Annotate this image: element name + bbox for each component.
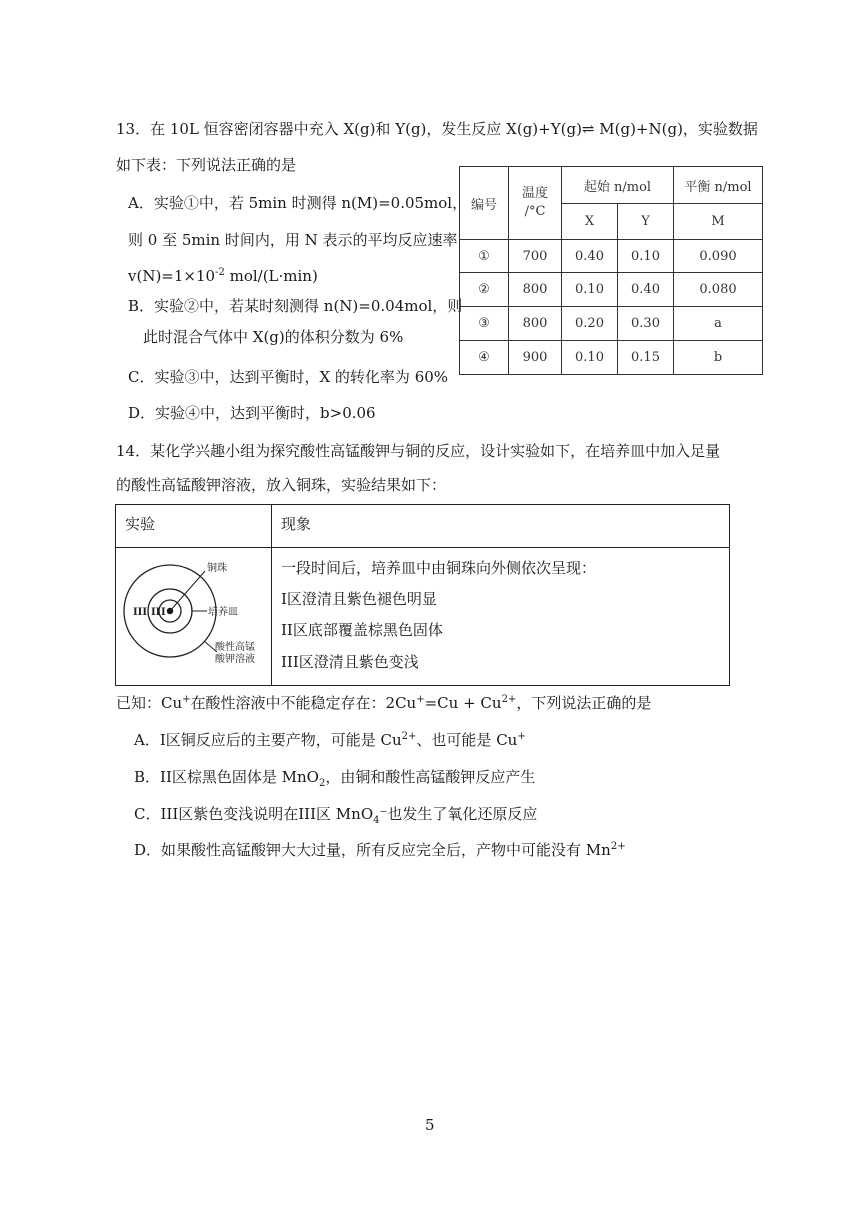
- known-sup2: +: [416, 694, 425, 705]
- cell-temp: 700: [509, 240, 562, 273]
- zone-2-label: II: [151, 607, 161, 618]
- opt-d-sup: 2+: [610, 841, 626, 852]
- page-number: 5: [425, 1116, 435, 1134]
- known-sup3: 2+: [501, 694, 517, 705]
- cell-id: ④: [460, 341, 509, 375]
- cell-y: 0.10: [618, 240, 674, 273]
- phenomenon-line1: 一段时间后，培养皿中由铜珠向外侧依次呈现：: [281, 559, 597, 577]
- cell-id: ③: [460, 307, 509, 341]
- q14-option-c: [134, 804, 537, 824]
- q13-option-a-line2: 则 0 至 5min 时间内，用 N 表示的平均反应速率: [128, 231, 458, 249]
- cell-temp: 800: [509, 273, 562, 307]
- q14-option-a: [134, 730, 526, 750]
- cell-m: a: [674, 307, 763, 341]
- cell-m: b: [674, 341, 763, 375]
- opt-a-pre: A．I区铜反应后的主要产物，可能是 Cu: [134, 731, 402, 749]
- cell-x: 0.10: [562, 341, 618, 375]
- rate-exponent: -2: [215, 267, 225, 278]
- zone-1-label: I: [161, 607, 166, 618]
- known-sup1: +: [182, 694, 191, 705]
- header-temp-label: 温度: [521, 186, 548, 201]
- opt-d-pre: D．如果酸性高锰酸钾大大过量，所有反应完全后，产物中可能没有 Mn: [134, 841, 611, 859]
- header-start: 起始 n/mol: [562, 167, 674, 204]
- label-bead: 铜珠: [207, 563, 227, 574]
- opt-b-pre: B．II区棕黑色固体是 MnO: [134, 768, 319, 786]
- q14-option-d: [134, 840, 626, 860]
- opt-b-post: ，由铜和酸性高锰酸钾反应产生: [325, 768, 536, 786]
- cell-temp: 900: [509, 341, 562, 375]
- q14-known-condition: [116, 693, 651, 713]
- table-row: [460, 307, 763, 341]
- q14-option-b: [134, 767, 535, 787]
- q13-option-d: D．实验④中，达到平衡时，b>0.06: [128, 404, 376, 422]
- phenomenon-line3: II区底部覆盖棕黑色固体: [281, 621, 443, 639]
- q14-stem-line1: 14．某化学兴趣小组为探究酸性高锰酸钾与铜的反应，设计实验如下，在培养皿中加入足量: [116, 442, 721, 460]
- label-solution-1: 酸性高锰: [215, 642, 255, 653]
- cell-id: ①: [460, 240, 509, 273]
- q13-option-c: C．实验③中，达到平衡时，X 的转化率为 60%: [128, 368, 449, 386]
- label-dish: 培养皿: [208, 607, 238, 618]
- table-row: [460, 341, 763, 375]
- q13-stem-line2: 如下表：下列说法正确的是: [116, 156, 297, 174]
- cell-x: 0.20: [562, 307, 618, 341]
- cell-m: 0.090: [674, 240, 763, 273]
- known-mid: 在酸性溶液中不能稳定存在：2Cu: [190, 694, 417, 712]
- q14-experiment-table: [115, 504, 730, 686]
- phenomenon-line4: III区澄清且紫色变浅: [281, 653, 419, 671]
- table-row: [460, 273, 763, 307]
- opt-a-sup2: +: [517, 731, 526, 742]
- opt-c-pre: C．III区紫色变浅说明在III区 MnO: [134, 805, 374, 823]
- known-post: ，下列说法正确的是: [516, 694, 652, 712]
- cell-m: 0.080: [674, 273, 763, 307]
- opt-a-mid: 、也可能是 Cu: [416, 731, 518, 749]
- header-phenomenon: 现象: [281, 515, 312, 533]
- q13-option-a-line3: [128, 266, 318, 286]
- header-eq: 平衡 n/mol: [674, 167, 763, 204]
- q13-data-table: [459, 166, 763, 375]
- q13-option-a-line1: A．实验①中，若 5min 时测得 n(M)=0.05mol，: [128, 194, 468, 212]
- cell-y: 0.30: [618, 307, 674, 341]
- q13-stem-line1: 13．在 10L 恒容密闭容器中充入 X(g)和 Y(g)，发生反应 X(g)+Y(g)⇌ M(g)+N(g)，实验数据: [116, 120, 758, 138]
- q14-stem-line2: 的酸性高锰酸钾溶液，放入铜珠，实验结果如下：: [116, 476, 447, 494]
- opt-a-sup1: 2+: [401, 731, 417, 742]
- label-solution-2: 酸钾溶液: [215, 654, 255, 665]
- q13-option-b-line2: 此时混合气体中 X(g)的体积分数为 6%: [143, 328, 404, 346]
- known-mid2: =Cu + Cu: [424, 694, 502, 712]
- header-x: X: [562, 204, 618, 240]
- cell-x: 0.40: [562, 240, 618, 273]
- zone-3-label: III: [133, 607, 148, 618]
- table-row: [460, 240, 763, 273]
- petri-dish-diagram: [116, 548, 271, 685]
- known-pre: 已知：Cu: [116, 694, 183, 712]
- header-id: 编号: [460, 167, 509, 240]
- opt-b-sub: 2: [318, 778, 326, 789]
- opt-c-post: ⁻也发生了氧化还原反应: [379, 805, 538, 823]
- q13-option-b-line1: B．实验②中，若某时刻测得 n(N)=0.04mol，则: [128, 297, 463, 315]
- header-temp-unit: /°C: [524, 204, 546, 219]
- cell-y: 0.40: [618, 273, 674, 307]
- rate-value: v(N)=1×10: [128, 267, 216, 285]
- cell-y: 0.15: [618, 341, 674, 375]
- header-experiment: 实验: [125, 515, 156, 533]
- header-y: Y: [618, 204, 674, 240]
- table-divider-v: [271, 505, 272, 685]
- phenomenon-line2: I区澄清且紫色褪色明显: [281, 590, 437, 608]
- cell-x: 0.10: [562, 273, 618, 307]
- header-m: M: [674, 204, 763, 240]
- bead-pointer: [170, 571, 205, 611]
- rate-unit: mol/(L·min): [224, 267, 318, 285]
- cell-temp: 800: [509, 307, 562, 341]
- opt-c-sub: 4: [373, 815, 380, 826]
- header-temp: [509, 167, 562, 240]
- cell-id: ②: [460, 273, 509, 307]
